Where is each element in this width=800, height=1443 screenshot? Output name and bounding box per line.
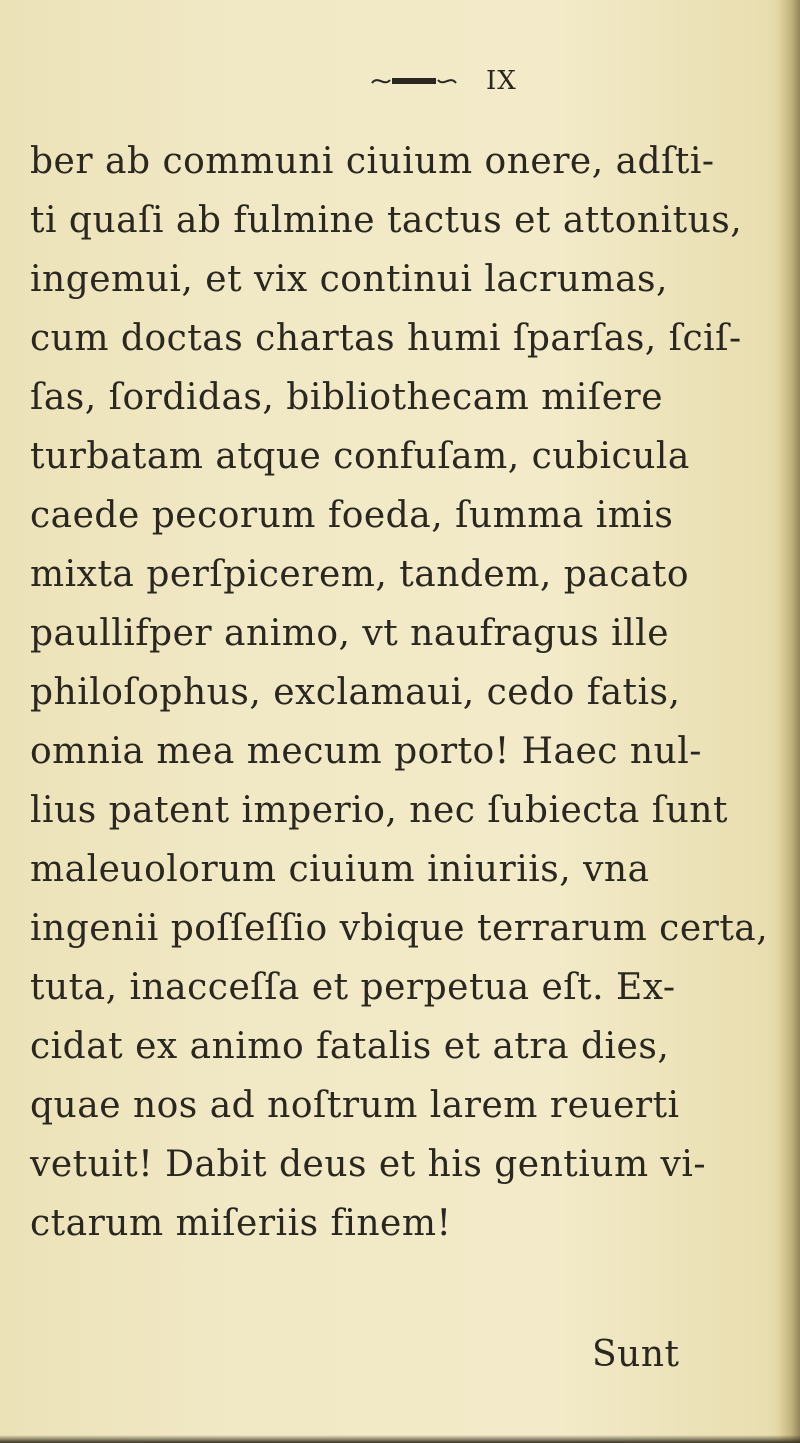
page-bottom-edge bbox=[0, 1435, 800, 1443]
text-line: lius patent imperio, nec ſubiecta ſunt bbox=[30, 790, 728, 831]
page-number: IX bbox=[486, 66, 517, 96]
text-line: cum doctas chartas humi ſparſas, ſciſ- bbox=[30, 318, 742, 359]
text-line: paullifper animo, vt naufragus ille bbox=[30, 613, 669, 654]
text-line: cidat ex animo fatalis et atra dies, bbox=[30, 1026, 670, 1067]
text-line: ctarum miſeriis finem! bbox=[30, 1203, 452, 1244]
text-line: ti quaſi ab fulmine tactus et attonitus, bbox=[30, 200, 743, 241]
catchword: Sunt bbox=[592, 1334, 680, 1375]
text-line: ingemui, et vix continui lacrumas, bbox=[30, 259, 668, 300]
body-text bbox=[30, 132, 769, 1253]
text-line: ſas, ſordidas, bibliothecam miſere bbox=[30, 377, 664, 418]
page-edge-shadow bbox=[778, 0, 800, 1443]
head-ornament-icon bbox=[370, 74, 458, 88]
text-line: caede pecorum foeda, ſumma imis bbox=[30, 495, 674, 536]
text-line: maleuolorum ciuium iniuriis, vna bbox=[30, 849, 650, 890]
text-line: ber ab communi ciuium onere, adſti- bbox=[30, 141, 715, 182]
text-line: ingenii poſſeſſio vbique terrarum certa, bbox=[30, 908, 769, 949]
text-line: omnia mea mecum porto! Haec nul- bbox=[30, 731, 702, 772]
text-line: turbatam atque confuſam, cubicula bbox=[30, 436, 690, 477]
text-line: tuta, inacceſſa et perpetua eſt. Ex- bbox=[30, 967, 676, 1008]
running-head bbox=[0, 62, 800, 102]
text-line: mixta perſpicerem, tandem, pacato bbox=[30, 554, 690, 595]
text-line: quae nos ad noſtrum larem reuerti bbox=[30, 1085, 680, 1126]
text-line: vetuit! Dabit deus et his gentium vi- bbox=[30, 1144, 707, 1185]
text-line: philoſophus, exclamaui, cedo fatis, bbox=[30, 672, 681, 713]
